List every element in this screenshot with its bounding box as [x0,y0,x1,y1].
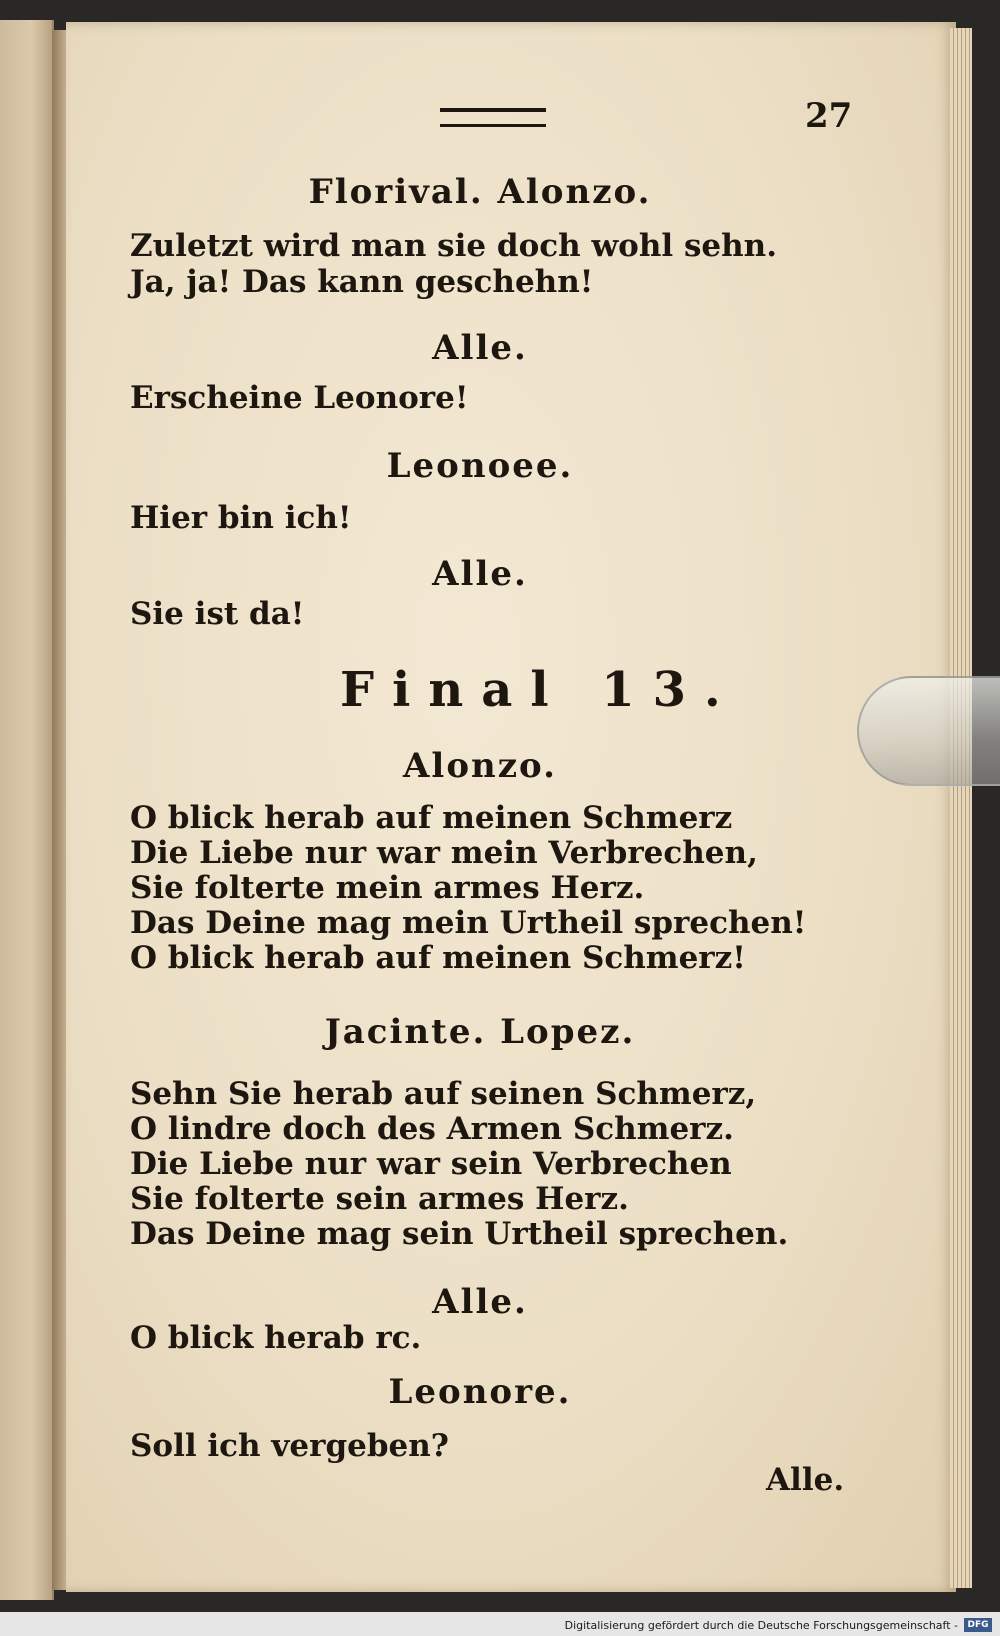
verse-line: Sie folterte sein armes Herz. [130,1181,629,1217]
catchword: Alle. [766,1462,845,1498]
verse-line: Das Deine mag sein Urtheil sprechen. [130,1216,789,1252]
verse-line: Sehn Sie herab auf seinen Schmerz, [130,1076,757,1112]
verse-line: Zuletzt wird man sie doch wohl sehn. [130,228,778,264]
page-clip [857,676,1000,786]
speaker-heading: Alle. [432,554,528,594]
dfg-logo: DFG [964,1618,992,1632]
verse-line: Hier bin ich! [130,500,352,536]
verse-line: O blick herab rc. [130,1320,422,1356]
verse-line: Sie ist da! [130,596,305,632]
verse-line: O lindre doch des Armen Schmerz. [130,1111,734,1147]
speaker-heading: Alle. [432,1282,528,1322]
verse-line: Erscheine Leonore! [130,380,469,416]
verse-line: O blick herab auf meinen Schmerz [130,800,733,836]
verse-line: Das Deine mag mein Urtheil sprechen! [130,905,807,941]
verse-line: Die Liebe nur war sein Verbrechen [130,1146,732,1182]
verse-line: O blick herab auf meinen Schmerz! [130,940,746,976]
verse-line: Ja, ja! Das kann geschehn! [130,264,594,300]
page-number: 27 [805,96,853,136]
final-title: Final 13. [340,662,739,718]
speaker-heading: Florival. Alonzo. [308,172,652,212]
verse-line: Die Liebe nur war mein Verbrechen, [130,835,758,871]
facing-page-edge [0,20,54,1600]
speaker-heading: Leonore. [388,1372,572,1412]
verse-line: Soll ich vergeben? [130,1428,449,1464]
verse-line: Sie folterte mein armes Herz. [130,870,645,906]
page-edges [950,28,972,1588]
speaker-heading: Jacinte. Lopez. [324,1012,636,1052]
header-rule [440,108,546,127]
speaker-heading: Alonzo. [403,746,557,786]
digitization-credit: Digitalisierung gefördert durch die Deutsche Forschungsgemeinschaft - [564,1619,958,1632]
speaker-heading: Alle. [432,328,528,368]
speaker-heading: Leonoee. [386,446,574,486]
